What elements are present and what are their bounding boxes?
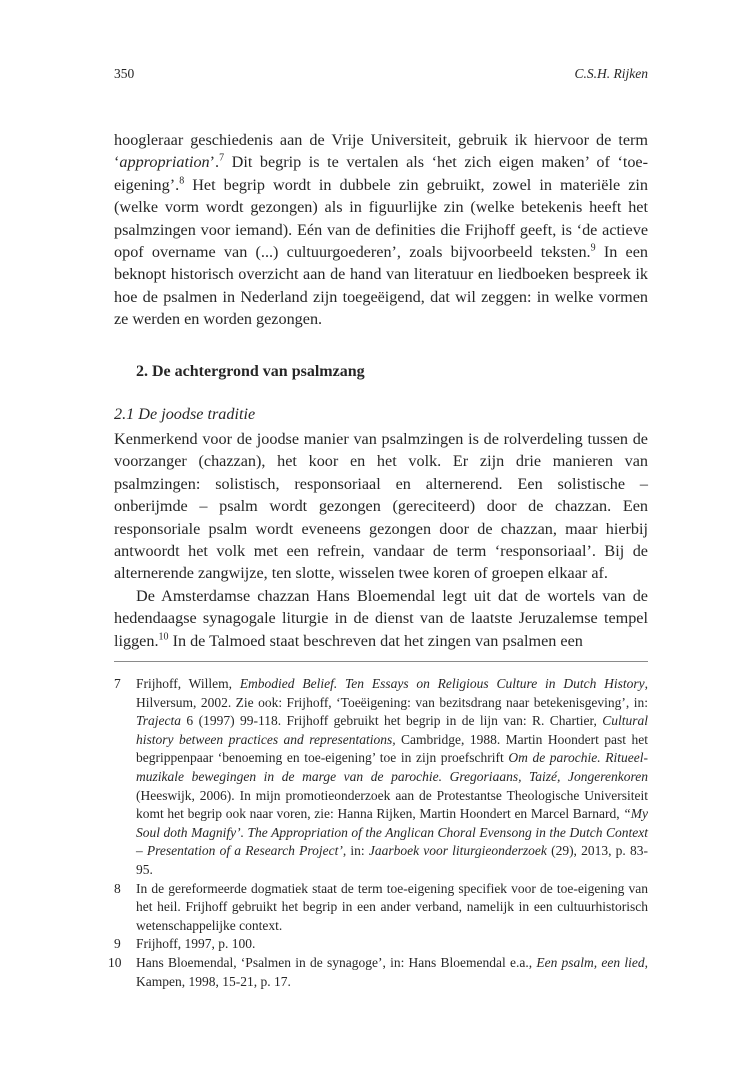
footnote-text: , Kampen, 1998, 15-21, p. 17. (136, 954, 648, 989)
footnote-8 (114, 880, 648, 936)
footnote-divider (114, 661, 648, 662)
paragraph: Kenmerkend voor de joodse manier van psalmzingen is de rolverdeling tussen de voorzanger (chazzan), het koor en het volk. Er zijn drie manieren van psalmzingen: solistisch, responsoriaal en alternerend. Een solistische – onberijmde – psalm wordt gezongen (gereciteerd) door de chazzan. Een responsoriale psalm wordt eveneens gezongen door de chazzan, maar hierbij antwoordt het volk met een refrein, vandaar de term ‘responsoriaal’. Bij de alternerende zangwijze, ten slotte, wisselen twee koren of groepen elkaar af. (114, 430, 648, 583)
footnote-italic: Om de parochie. Ritueel-muzikale bewegingen in de marge van de parochie. Gregoriaans, Taizé, Jongerenkoren (136, 750, 648, 784)
footnote-text: In de gereformeerde dogmatiek staat de term toe-eigening specifiek voor de toe-eigening van het heil. Frijhoff gebruikt het begrip in een ander verband, namelijk in een cultuurhistorisch wetenschappelijke context. (136, 880, 648, 933)
footnote-text: Frijhoff, 1997, p. 100. (136, 936, 256, 952)
footnote-ref-8[interactable]: 8 (179, 175, 185, 187)
intro-italic-term: appropriation (119, 153, 210, 172)
footnote-number: 8 (114, 880, 121, 896)
intro-paragraph (114, 129, 648, 331)
paragraph-text: In de Talmoed staat beschreven dat het zingen van psalmen een (168, 631, 583, 650)
running-header (114, 66, 648, 86)
paragraph (114, 585, 648, 652)
footnote-text: Cambridge, 1988. Martin Hoondert past het begrippenpaar ‘benoeming en toe-eigening’ toe in zijn proefschrift (136, 731, 648, 766)
intro-text: Het begrip wordt in dubbele zin gebruikt, zowel in materiële zin (welke vorm wordt gezongen) als in figuurlijke zin (welke betekenis heeft het psalmzingen voor iemand). Eén van de definities die Frijhoff geeft, is ‘de actieve opof overname van (...) cultuurgoederen’, zoals bijvoorbeeld teksten. (114, 175, 648, 262)
footnote-7 (114, 675, 648, 880)
paragraph-text: De Amsterdamse chazzan Hans Bloemendal legt uit dat de wortels van de hedendaagse synagogale liturgie in de dienst van de laatste Jeruzalemse tempel liggen. (114, 586, 648, 650)
running-head-author: C.S.H. Rijken (574, 66, 648, 81)
footnote-9 (114, 935, 648, 954)
footnote-text: (29), 2013, p. 83-95. (136, 843, 648, 877)
footnote-number: 9 (114, 936, 121, 952)
footnote-text: (Heeswijk, 2006). In mijn promotieonderzoek aan de Protestantse Theologische Universiteit komt het begrip ook naar voren, zie: Hanna Rijken, Martin Hoondert en Marcel Barnard, (136, 787, 648, 822)
footnote-italic: Trajecta (136, 713, 182, 729)
footnote-italic: Embodied Belief. Ten Essays on Religious Culture in Dutch History (239, 676, 645, 691)
footnote-italic: Jaarboek voor liturgieonderzoek (368, 843, 547, 859)
page-number: 350 (114, 66, 135, 81)
footnote-italic: “My Soul doth Magnify’. The Appropriation of the Anglican Choral Evensong in the Dutch Context – Presentation of a Research Project’ (136, 806, 648, 859)
footnote-10 (108, 954, 648, 991)
section-heading: 2. De achtergrond van psalmzang (136, 363, 365, 380)
footnote-ref-10[interactable]: 10 (158, 631, 169, 643)
footnote-ref-7[interactable]: 7 (219, 153, 225, 165)
intro-text: Dit begrip is te vertalen als ‘het zich eigen maken’ of ‘toe-eigening’. (114, 153, 648, 194)
footnote-italic: Een psalm, een lied (536, 954, 645, 970)
footnote-text: 6 (1997) 99-118. Frijhoff gebruikt het begrip in de lijn van: R. Chartier, (181, 713, 603, 729)
footnote-number: 10 (108, 954, 122, 970)
footnote-ref-9[interactable]: 9 (590, 242, 596, 254)
section-body (114, 428, 648, 652)
intro-text: ’. (209, 153, 220, 172)
footnotes (108, 675, 648, 991)
footnote-text: Frijhoff, Willem, (136, 676, 240, 691)
footnote-number: 7 (114, 676, 121, 691)
footnote-text: , in: (342, 843, 369, 859)
footnote-italic: Cultural history between practices and representations, (136, 713, 648, 747)
subsection-heading: 2.1 De joodse traditie (114, 405, 256, 423)
footnote-text: , Hilversum, 2002. Zie ook: Frijhoff, ‘Toeëigening: van bezitsdrang naar betekenisgeving’, in: (136, 676, 648, 710)
intro-text: hoogleraar geschiedenis aan de Vrije Universiteit, gebruik ik hiervoor de term ‘ (114, 131, 648, 172)
footnote-text: Hans Bloemendal, ‘Psalmen in de synagoge’, in: Hans Bloemendal e.a., (136, 954, 537, 970)
intro-text: In een beknopt historisch overzicht aan de hand van literatuur en liedboeken bespreek ik hoe de psalmen in Nederland zijn toegeëigend, dat wil zeggen: in welke vormen ze werden en worden gezongen. (114, 243, 648, 329)
